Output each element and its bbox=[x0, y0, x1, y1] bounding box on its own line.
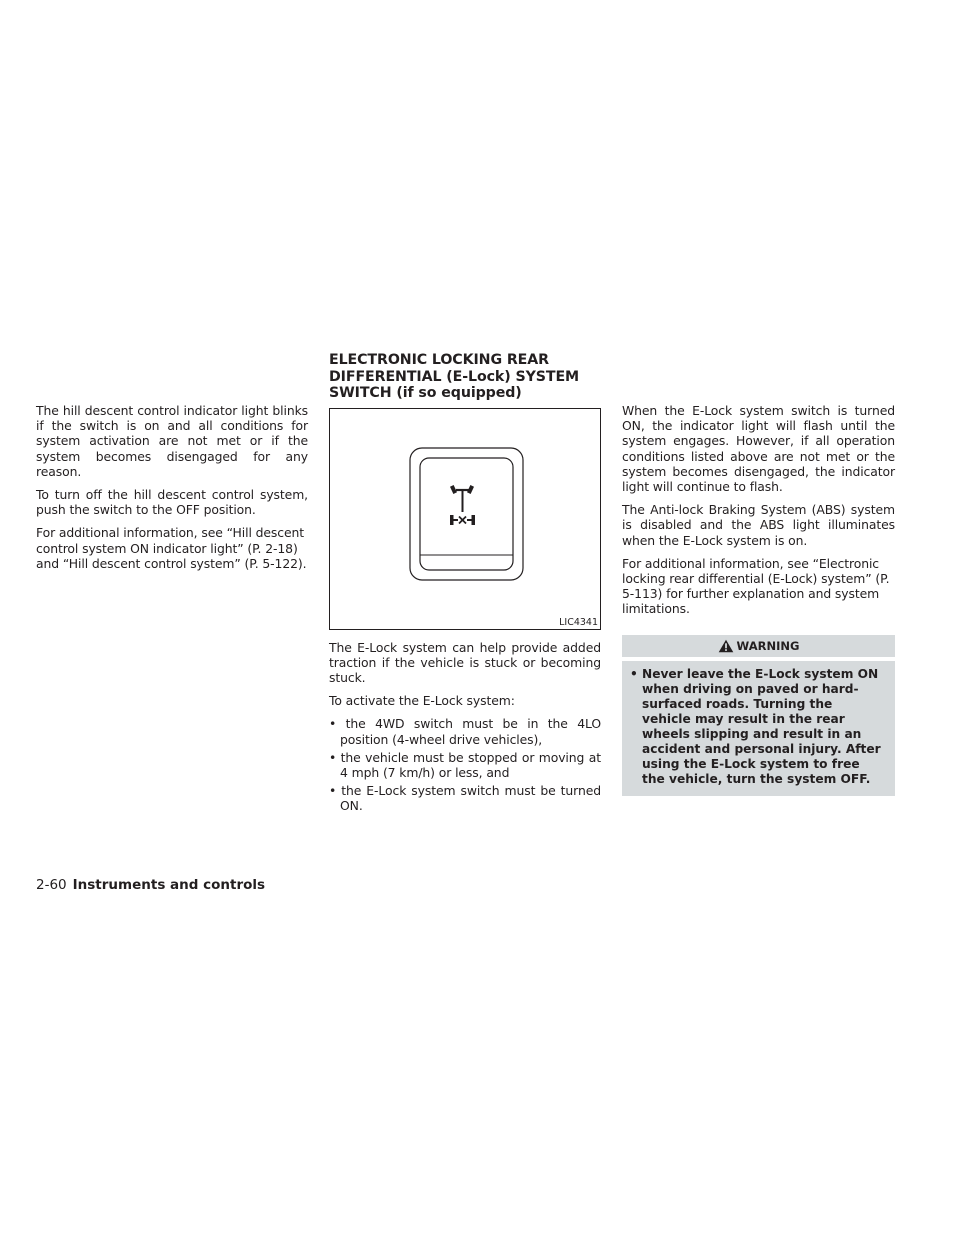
figure-code: LIC4341 bbox=[559, 616, 598, 628]
warning-text: Never leave the E-Lock system ON when driving on paved or hard-surfaced roads. Turning the vehicle may result in the rear wheels slipping and result in an accident and personal injury. After using the E-Lock system to free the vehicle, turn the system OFF. bbox=[642, 666, 881, 786]
warning-header bbox=[622, 635, 895, 657]
bullet-icon: • bbox=[630, 666, 638, 681]
list-item: • the vehicle must be stopped or moving at 4 mph (7 km/h) or less, and bbox=[329, 750, 601, 780]
right-column bbox=[622, 403, 895, 796]
list-item: • the 4WD switch must be in the 4LO position (4-wheel drive vehicles), bbox=[329, 716, 601, 746]
activation-conditions-list bbox=[329, 716, 601, 813]
page-number: 2-60 bbox=[36, 877, 67, 893]
elock-paragraph-1: The E-Lock system can help provide added traction if the vehicle is stuck or becoming stuck. bbox=[329, 639, 601, 685]
list-item: • the E-Lock system switch must be turned ON. bbox=[329, 783, 601, 813]
elock-switch-illustration bbox=[330, 409, 600, 629]
hill-descent-paragraph-1: The hill descent control indicator light blinks if the switch is on and all conditions for system activation are not met or if the system becomes disengaged for any reason. bbox=[36, 403, 308, 479]
middle-column bbox=[329, 352, 601, 822]
warning-item bbox=[630, 667, 885, 787]
elock-section-heading: ELECTRONIC LOCKING REAR DIFFERENTIAL (E-Lock) SYSTEM SWITCH (if so equipped) bbox=[329, 352, 580, 401]
left-column bbox=[36, 403, 308, 579]
elock-paragraph-5: For additional information, see “Electronic locking rear differential (E-Lock) system” (P. 5-113) for further explanation and system limitations. bbox=[622, 555, 890, 617]
elock-paragraph-4: The Anti-lock Braking System (ABS) system is disabled and the ABS light illuminates when the E-Lock system is on. bbox=[622, 502, 895, 548]
elock-switch-figure bbox=[329, 408, 601, 630]
elock-paragraph-3: When the E-Lock system switch is turned ON, the indicator light will flash until the system engages. However, if all operation conditions listed above are not met or the system becomes disengaged, the indicator light will continue to flash. bbox=[622, 403, 895, 495]
warning-body bbox=[622, 661, 895, 796]
warning-triangle-icon bbox=[718, 639, 734, 653]
elock-paragraph-2: To activate the E-Lock system: bbox=[329, 693, 515, 709]
hill-descent-paragraph-3: For additional information, see “Hill descent control system ON indicator light” (P. 2-18) and “Hill descent control system” (P. 5-122). bbox=[36, 525, 307, 571]
page-footer bbox=[36, 877, 265, 893]
section-title: Instruments and controls bbox=[72, 877, 266, 893]
warning-title: WARNING bbox=[736, 638, 800, 653]
hill-descent-paragraph-2: To turn off the hill descent control system, push the switch to the OFF position. bbox=[36, 487, 308, 518]
warning-box bbox=[622, 635, 895, 796]
